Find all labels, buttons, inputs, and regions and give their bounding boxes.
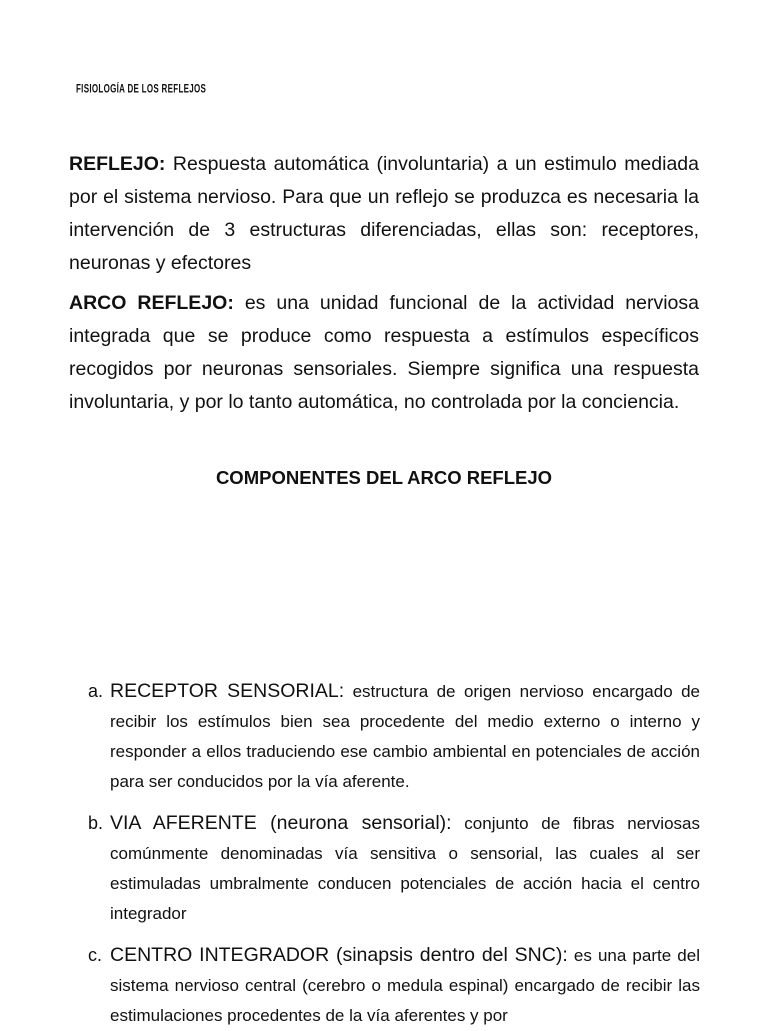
paragraph-reflejo	[69, 148, 699, 280]
component-title: VIA AFERENTE (neurona sensorial):	[110, 812, 452, 834]
list-marker: c.	[88, 945, 103, 965]
definition-reflejo: Respuesta automática (involuntaria) a un estimulo mediada por el sistema nervioso. Para que un reflejo se produzca es necesaria la intervención de 3 estructuras diferenciadas, ellas son: receptores, neuronas y efectores	[69, 153, 699, 274]
component-description: estructura de origen nervioso encargado de recibir los estímulos bien sea procedente del medio externo o interno y responder a ellos traduciendo ese cambio ambiental en potenciales de acción para ser conducidos por la vía aferente.	[110, 682, 700, 791]
list-marker: a.	[88, 681, 104, 701]
component-title: CENTRO INTEGRADOR (sinapsis dentro del SNC):	[110, 944, 568, 966]
term-arco-reflejo: ARCO REFLEJO:	[69, 292, 234, 314]
term-reflejo: REFLEJO:	[69, 153, 166, 175]
section-heading: COMPONENTES DEL ARCO REFLEJO	[215, 467, 553, 488]
definition-arco-reflejo: es una unidad funcional de la actividad nerviosa integrada que se produce como respuesta a estímulos específicos recogidos por neuronas sensoriales. Siempre significa una respuesta involuntaria, y por lo tanto automática, no controlada por la conciencia.	[69, 292, 699, 413]
component-description: es una parte del sistema nervioso central (cerebro o medula espinal) encargado de recibir las estimulaciones procedentes de la vía aferentes y por	[110, 946, 700, 1025]
list-item	[88, 808, 700, 929]
paragraph-arco-reflejo	[69, 287, 699, 419]
component-title: RECEPTOR SENSORIAL:	[110, 680, 345, 702]
page-header: FISIOLOGÍA DE LOS REFLEJOS	[76, 82, 207, 96]
list-marker: b.	[88, 813, 104, 833]
component-description: conjunto de fibras nerviosas comúnmente denominadas vía sensitiva o sensorial, las cuales al ser estimuladas umbralmente conducen potenciales de acción hacia el centro integrador	[110, 814, 700, 923]
list-item	[88, 676, 700, 797]
list-item	[88, 940, 700, 1031]
